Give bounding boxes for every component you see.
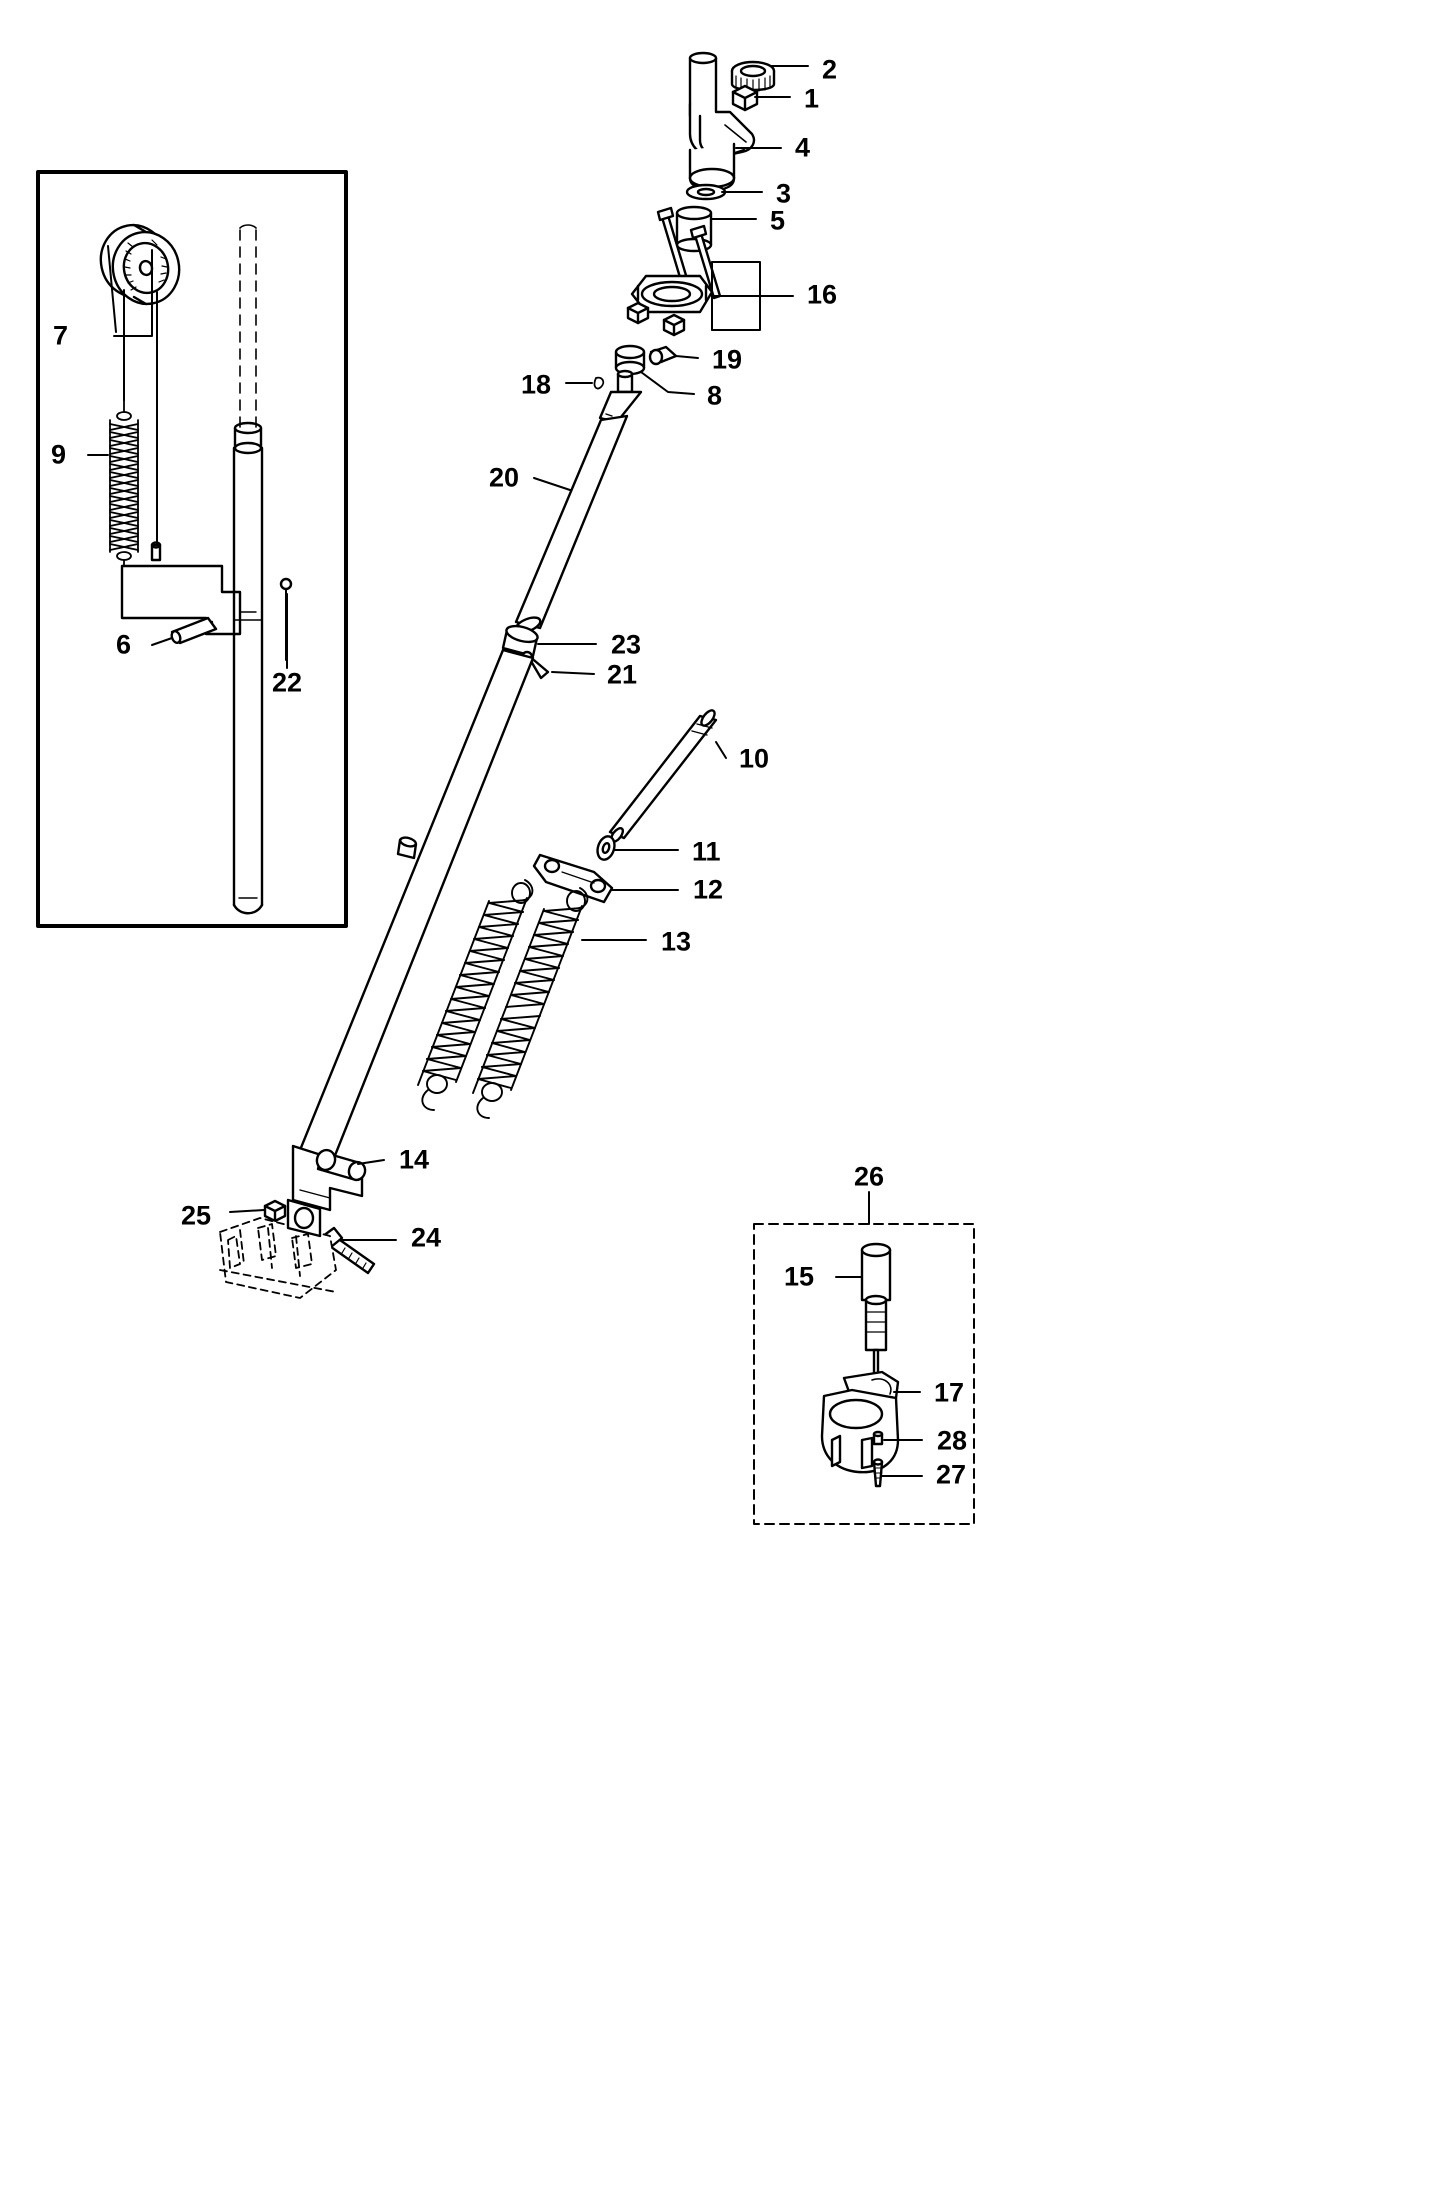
part-1-nut <box>733 86 757 110</box>
callout-8: 8 <box>707 380 723 411</box>
part-3-washer <box>687 185 725 199</box>
callout-16: 16 <box>807 279 838 310</box>
callout-11: 11 <box>692 836 721 867</box>
part-28-screw <box>874 1432 882 1444</box>
callout-18: 18 <box>520 369 551 400</box>
callout-9: 9 <box>50 439 66 470</box>
callout-2: 2 <box>822 54 838 85</box>
part-2-knob <box>732 62 774 92</box>
part-27-screw <box>874 1460 882 1487</box>
part-12-bracket <box>534 855 612 902</box>
callout-27: 27 <box>936 1459 967 1490</box>
callout-22: 22 <box>271 667 303 698</box>
callout-10: 10 <box>739 743 770 774</box>
callout-20: 20 <box>488 462 519 493</box>
part-10-rod <box>609 708 717 844</box>
part-13-spring-b <box>473 888 587 1118</box>
callout-24: 24 <box>411 1222 442 1253</box>
callout-28: 28 <box>937 1425 968 1456</box>
part-8-collar <box>616 346 644 374</box>
callout-5: 5 <box>770 205 786 236</box>
callout-6: 6 <box>115 629 131 660</box>
callout-12: 12 <box>693 874 724 905</box>
detail-frame-left <box>38 172 346 926</box>
part-25-nut <box>265 1201 285 1221</box>
callout-4: 4 <box>795 132 811 163</box>
callout-1: 1 <box>804 83 820 114</box>
callout-25: 25 <box>180 1200 211 1231</box>
callout-17: 17 <box>934 1377 965 1408</box>
callout-14: 14 <box>399 1144 430 1175</box>
callout-21: 21 <box>607 659 638 690</box>
part-20-upper-tube <box>514 371 641 635</box>
callout-13: 13 <box>661 926 692 957</box>
callout-26: 26 <box>853 1161 885 1192</box>
part-18-clip <box>595 378 604 389</box>
callout-7: 7 <box>52 320 68 351</box>
callout-23: 23 <box>611 629 642 660</box>
part-19-screw <box>650 347 676 364</box>
callout-15: 15 <box>783 1261 814 1292</box>
callout-19: 19 <box>712 344 743 375</box>
callout-3: 3 <box>776 178 792 209</box>
